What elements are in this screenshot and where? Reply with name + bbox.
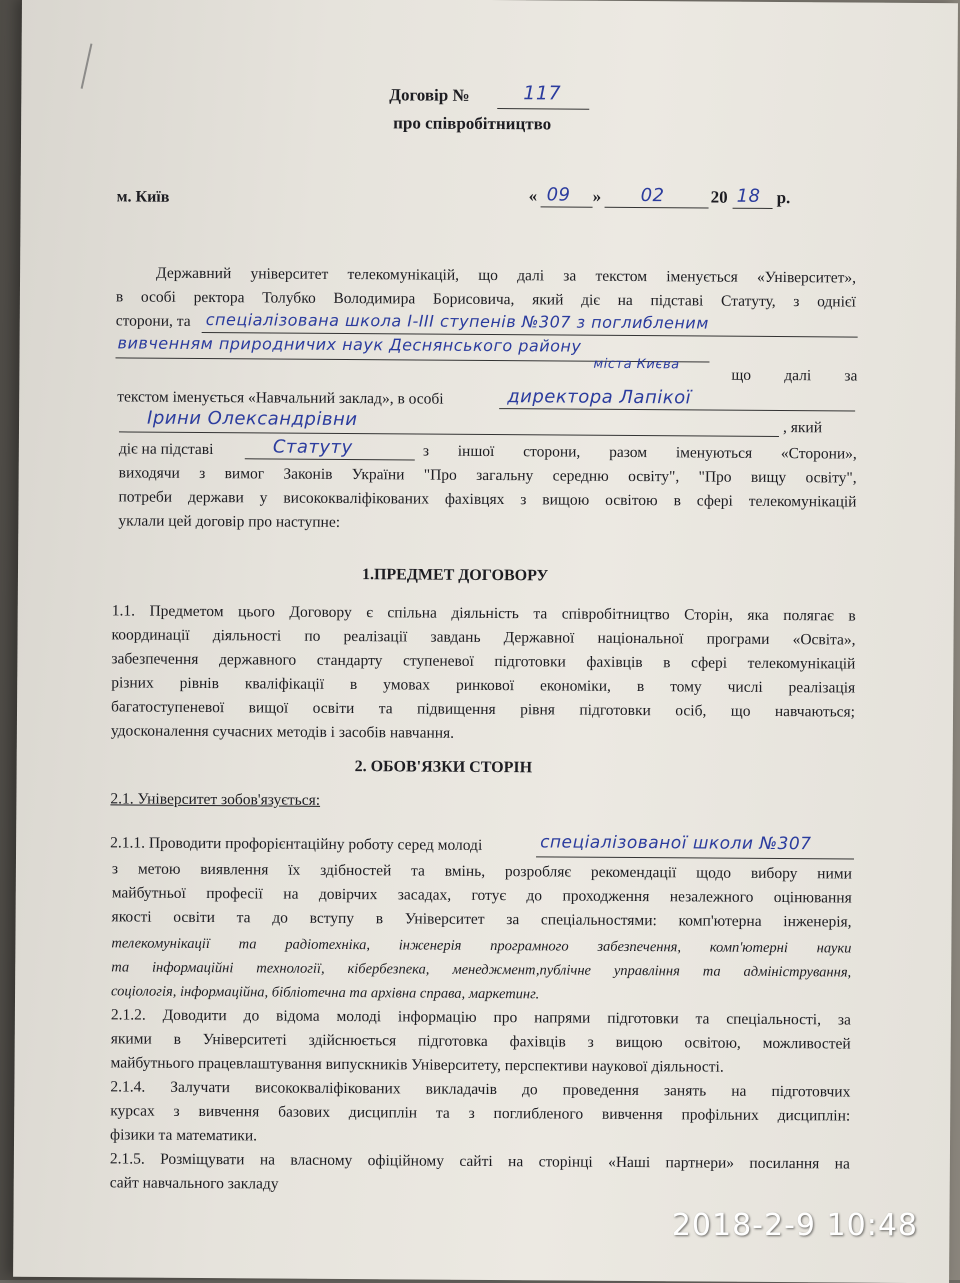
intro-line-2: в особі ректора Толубко Володимира Борисовича, який діє на підставі Статуту, з однієї xyxy=(115,288,856,311)
p212-line-3: майбутнього працевлаштування випускників Університету, перспективи наукової діяльності. xyxy=(110,1054,724,1076)
hand-school-2: вивченням природничих наук Деснянського району xyxy=(117,333,582,356)
p212-line-1: 2.1.2. Доводити до відома молоді інформацію про напрями підготовки та спеціальності, за xyxy=(110,1006,851,1029)
date-suffix: р. xyxy=(776,188,791,208)
month-underline xyxy=(605,207,709,209)
contract-label: Договір № xyxy=(389,85,470,105)
section-1-line-4: різних рівнів кваліфікації в умовах ринкової економіки, в тому числі реалізація xyxy=(111,674,856,697)
intro-line-8-suffix: з іншої сторони, разом іменуються «Сторони», xyxy=(422,442,857,463)
intro-line-3-prefix: сторони, та xyxy=(115,312,191,330)
intro-line-9: виходячи з вимог Законів України "Про загальну середню освіту", "Про вищу освіту", xyxy=(118,464,857,487)
date-close-quote: » xyxy=(592,186,602,206)
contract-subtitle: про співробітництво xyxy=(393,113,552,134)
hand-school-1: спеціалізована школа І-ІІІ ступенів №307 з поглибленим xyxy=(205,310,709,333)
school-short-underline xyxy=(536,856,854,859)
director-underline-1 xyxy=(499,408,855,411)
section-1-line-3: забезпечення державного стандарту ступеневої підготовки фахівців в сфері телекомунікацій xyxy=(111,650,856,673)
p215-line-2: сайт навчального закладу xyxy=(109,1174,279,1193)
date-day: 09 xyxy=(546,184,571,206)
intro-line-5-suffix: що далі за xyxy=(731,366,858,385)
hand-school-3: міста Києва xyxy=(593,356,680,373)
p211-italic-line-1: телекомунікації та радіотехніка, інженерія програмного забезпечення, комп'ютерні науки xyxy=(111,935,852,957)
hand-school-short: спеціалізованої школи №307 xyxy=(540,832,812,855)
pencil-mark xyxy=(81,44,93,89)
hand-basis: Статуту xyxy=(272,436,353,459)
date-year-prefix: 20 xyxy=(710,187,728,207)
intro-line-6-prefix: текстом іменується «Навчальний заклад», в особі xyxy=(117,388,444,408)
intro-line-8-prefix: діє на підставі xyxy=(118,440,214,459)
p211-line-3: якості освіти та до вступу в Університет за спеціальностями: комп'ютерна інженерія, xyxy=(111,908,852,931)
basis-underline xyxy=(245,458,415,460)
section-1-heading: 1.ПРЕДМЕТ ДОГОВОРУ xyxy=(361,566,549,585)
p211-italic-line-3: соціологія, інформаційна, бібліотечна та архівна справа, маркетинг. xyxy=(111,983,540,1003)
hand-director-1: директора Лапікої xyxy=(507,386,692,409)
p211-italic-line-2: та інформаційні технології, кібербезпека, менеджмент,публічне управління та адміністрування, xyxy=(111,959,852,981)
section-1-line-6: удосконалення сучасних методів і засобів навчання. xyxy=(110,722,455,742)
section-2-subheading: 2.1. Університет зобов'язується: xyxy=(110,790,321,809)
contract-number: 117 xyxy=(523,82,562,105)
section-1-line-1: 1.1. Предметом цього Договору є спільна діяльність та співробітництво Сторін, яка полягає в xyxy=(111,602,856,625)
section-1-line-5: багатоступеневої вищої освіти та підвищення рівня підготовки осіб, що навчаються; xyxy=(110,698,856,721)
contract-number-underline xyxy=(497,108,589,110)
intro-line-11: уклали цей договір про наступне: xyxy=(118,512,341,531)
p211-prefix: 2.1.1. Проводити профорієнтаційну роботу серед молоді xyxy=(110,834,483,854)
section-2-heading: 2. ОБОВ'ЯЗКИ СТОРІН xyxy=(354,758,533,777)
photo-timestamp: 2018-2-9 10:48 xyxy=(671,1208,918,1243)
intro-line-7-suffix: , який xyxy=(782,419,823,437)
intro-line-1: Державний університет телекомунікацій, що далі за текстом іменується «Університет», xyxy=(156,264,857,287)
intro-line-10: потреби держави у висококваліфікованих фахівцях з вищою освітою в сфері телекомунікацій xyxy=(118,488,857,511)
date-open-quote: « xyxy=(528,186,538,206)
p211-line-1: з метою виявлення їх здібностей та вмінь, розробляє рекомендації щодо вибору ними xyxy=(111,860,852,883)
director-underline-2 xyxy=(119,431,779,437)
hand-director-2: Ірини Олександрівни xyxy=(146,407,358,431)
p211-line-2: майбутньої професії на довірчих засадах, готує до проходження незалежного оцінювання xyxy=(111,884,852,907)
document-sheet xyxy=(13,0,958,1283)
city: м. Київ xyxy=(116,188,170,206)
section-1-line-2: координації діяльності по реалізації завдань Державної національної програми «Освіта», xyxy=(111,626,856,649)
p214-line-3: фізики та математики. xyxy=(110,1126,258,1145)
date-year: 18 xyxy=(736,185,761,207)
date-month: 02 xyxy=(640,185,665,207)
year-underline xyxy=(733,208,773,209)
p215-line-1: 2.1.5. Розміщувати на власному офіційному сайті на сторінці «Наші партнери» посилання на xyxy=(109,1150,850,1173)
p214-line-2: курсах з вивчення базових дисциплін та з поглибленого вивчення профільних дисциплін: xyxy=(110,1102,851,1125)
p214-line-1: 2.1.4. Залучати висококваліфікованих викладачів до проведення занять на підготовчих xyxy=(110,1078,851,1101)
p212-line-2: якими в Університеті здійснюється підготовка фахівців з вищою освітою, можливостей xyxy=(110,1030,851,1053)
day-underline xyxy=(541,206,593,207)
